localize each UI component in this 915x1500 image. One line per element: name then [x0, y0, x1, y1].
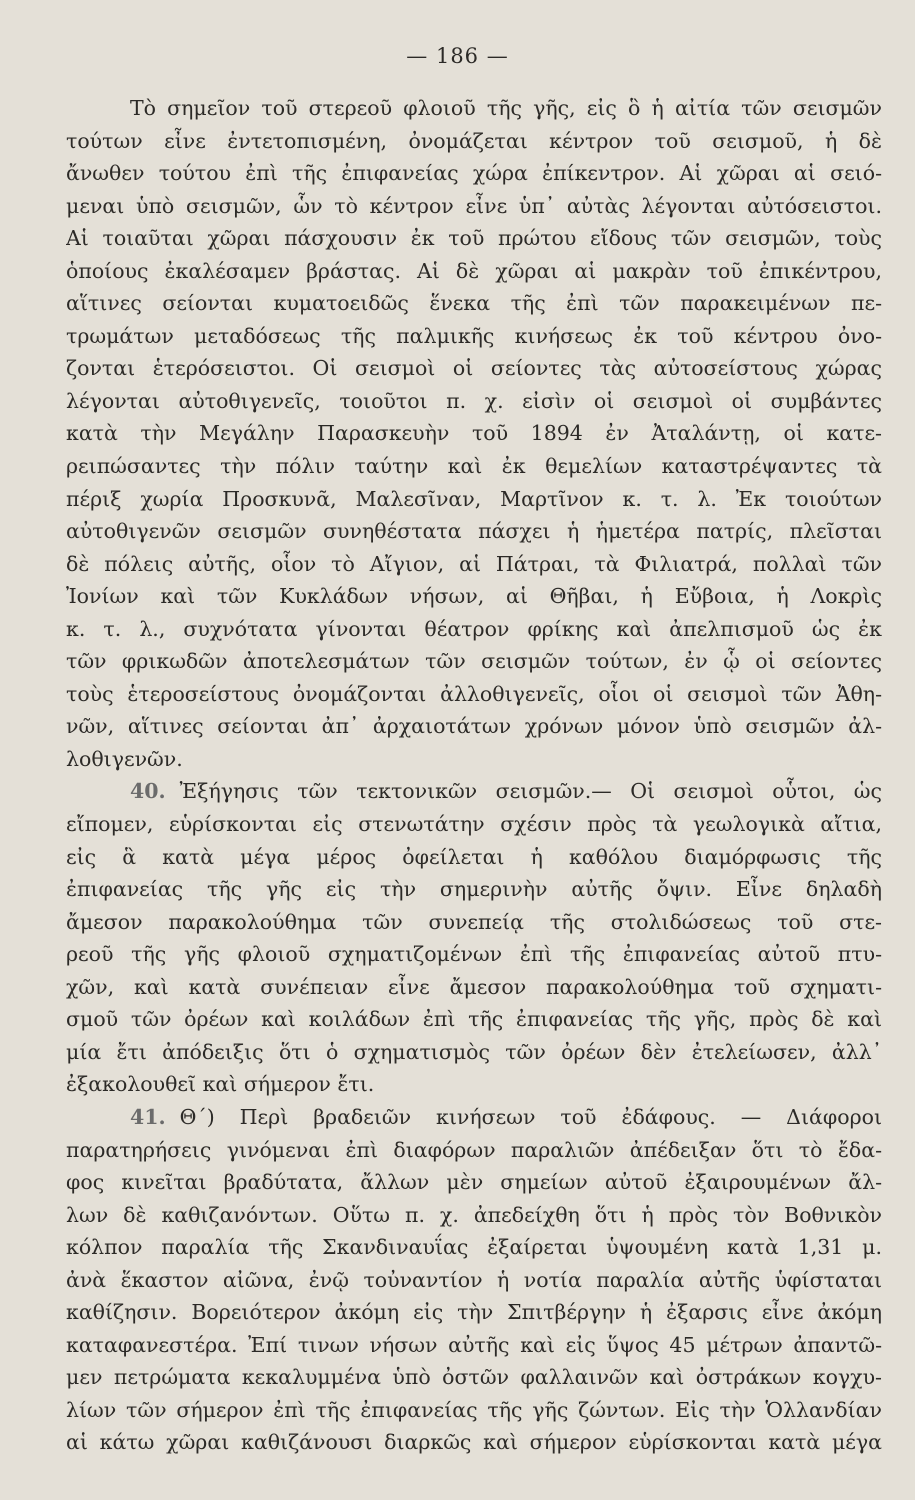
text-line: ζονται ἑτερόσειστοι. Οἱ σεισμοὶ οἱ σείοντες τὰς αὐτοσείστους χώρας	[66, 356, 882, 381]
text-line: ἄνωθεν τούτου ἐπὶ τῆς ἐπιφανείας χώρα ἐπίκεντρον. Αἱ χῶραι αἱ σειό-	[66, 161, 882, 186]
text-line: σμοῦ τῶν ὀρέων καὶ κοιλάδων ἐπὶ τῆς ἐπιφανείας τῆς γῆς, πρὸς δὲ καὶ	[66, 1007, 882, 1032]
text-line: ὁποίους ἐκαλέσαμεν βράστας. Αἱ δὲ χῶραι αἱ μακρὰν τοῦ ἐπικέντρου,	[66, 258, 882, 283]
text-line: μεν πετρώματα κεκαλυμμένα ὑπὸ ὀστῶν φαλλαινῶν καὶ ὀστράκων κογχυ-	[66, 1365, 882, 1390]
text-line: πέριξ χωρία Προσκυνᾶ, Μαλεσῖναν, Μαρτῖνον κ. τ. λ. Ἐκ τοιούτων	[66, 486, 882, 511]
text-line: τρωμάτων μεταδόσεως τῆς παλμικῆς κινήσεως ἐκ τοῦ κέντρου ὀνο-	[66, 323, 882, 348]
page-number: — 186 —	[406, 44, 509, 68]
text-line: λίων τῶν σήμερον ἐπὶ τῆς ἐπιφανείας τῆς γῆς ζώντων. Εἰς τὴν Ὁλλανδίαν	[66, 1397, 882, 1422]
text-line: λοθιγενῶν.	[66, 746, 183, 771]
text-line: Αἱ τοιαῦται χῶραι πάσχουσιν ἐκ τοῦ πρώτου εἴδους τῶν σεισμῶν, τοὺς	[66, 226, 882, 251]
text-line: ἐπιφανείας τῆς γῆς εἰς τὴν σημερινὴν αὐτῆς ὄψιν. Εἶνε δηλαδὴ	[66, 877, 882, 902]
text-line: καθίζησιν. Βορειότερον ἀκόμη εἰς τὴν Σπιτβέργην ἡ ἐξαρσις εἶνε ἀκόμη	[66, 1300, 882, 1325]
section-41-heading-line	[66, 1101, 882, 1134]
text-line: αἵτινες σείονται κυματοειδῶς ἕνεκα τῆς ἐπὶ τῶν παρακειμένων πε-	[66, 291, 882, 316]
text-line: ρεοῦ τῆς γῆς φλοιοῦ σχηματιζομένων ἐπὶ τῆς ἐπιφανείας αὐτοῦ πτυ-	[66, 942, 882, 967]
text-line: ἄμεσον παρακολούθημα τῶν συνεπείᾳ τῆς στολιδώσεως τοῦ στε-	[66, 909, 882, 934]
text-line: αἱ κάτω χῶραι καθιζάνουσι διαρκῶς καὶ σήμερον εὑρίσκονται κατὰ μέγα	[66, 1430, 882, 1455]
text-line: χῶν, καὶ κατὰ συνέπειαν εἶνε ἄμεσον παρακολούθημα τοῦ σχηματι-	[66, 974, 882, 999]
section-40-number: 40.	[130, 779, 166, 804]
section-41-text: Θ΄) Περὶ βραδειῶν κινήσεων τοῦ ἐδάφους. — Διάφοροι	[179, 1104, 882, 1129]
text-line: τούτων εἶνε ἐντετοπισμένη, ὀνομάζεται κέντρον τοῦ σεισμοῦ, ἡ δὲ	[66, 128, 882, 153]
text-line: κατὰ τὴν Μεγάλην Παρασκευὴν τοῦ 1894 ἐν Ἀταλάντῃ, οἱ κατε-	[66, 421, 882, 446]
text-line: Τὸ σημεῖον τοῦ στερεοῦ φλοιοῦ τῆς γῆς, εἰς ὃ ἡ αἰτία τῶν σεισμῶν	[130, 96, 882, 120]
text-line: δὲ πόλεις αὐτῆς, οἷον τὸ Αἴγιον, αἱ Πάτραι, τὰ Φιλιατρά, πολλαὶ τῶν	[66, 551, 882, 576]
text-line: ρειπώσαντες τὴν πόλιν ταύτην καὶ ἐκ θεμελίων καταστρέψαντες τὰ	[66, 454, 882, 479]
text-line: καταφανεστέρα. Ἐπί τινων νήσων αὐτῆς καὶ εἰς ὕψος 45 μέτρων ἀπαντῶ-	[66, 1332, 882, 1357]
text-line: Ἰονίων καὶ τῶν Κυκλάδων νήσων, αἱ Θῆβαι, ἡ Εὔβοια, ἡ Λοκρὶς	[66, 584, 882, 609]
text-line: ἀνὰ ἕκαστον αἰῶνα, ἐνῷ τοὐναντίον ἡ νοτία παραλία αὐτῆς ὑφίσταται	[66, 1267, 882, 1292]
text-line: εἰς ἃ κατὰ μέγα μέρος ὀφείλεται ἡ καθόλου διαμόρφωσις τῆς	[66, 844, 882, 869]
section-40-text: Ἐξήγησις τῶν τεκτονικῶν σεισμῶν.— Οἱ σεισμοὶ οὗτοι, ὡς	[179, 779, 882, 804]
text-line: φος κινεῖται βραδύτατα, ἄλλων μὲν σημείων αὐτοῦ ἐξαιρουμένων ἄλ-	[66, 1170, 882, 1195]
text-line: λων δὲ καθιζανόντων. Οὕτω π. χ. ἀπεδείχθη ὅτι ἡ πρὸς τὸν Βοθνικὸν	[66, 1202, 882, 1227]
text-line: τοὺς ἑτεροσείστους ὀνομάζονται ἀλλοθιγενεῖς, οἷοι οἱ σεισμοὶ τῶν Ἀθη-	[66, 681, 882, 706]
section-41-number: 41.	[130, 1104, 166, 1129]
section-40-heading-line	[66, 775, 882, 808]
text-line: ἐξακολουθεῖ καὶ σήμερον ἔτι.	[66, 1072, 375, 1097]
text-line: κ. τ. λ., συχνότατα γίνονται θέατρον φρίκης καὶ ἀπελπισμοῦ ὡς ἐκ	[66, 616, 882, 641]
text-line: λέγονται αὐτοθιγενεῖς, τοιοῦτοι π. χ. εἰσὶν οἱ σεισμοὶ οἱ συμβάντες	[66, 388, 882, 413]
text-line: κόλπον παραλία τῆς Σκανδιναυΐας ἐξαίρεται ὑψουμένη κατὰ 1,31 μ.	[66, 1235, 882, 1260]
text-line: μεναι ὑπὸ σεισμῶν, ὧν τὸ κέντρον εἶνε ὑπ᾽ αὐτὰς λέγονται αὐτόσειστοι.	[66, 193, 882, 218]
text-line: παρατηρήσεις γινόμεναι ἐπὶ διαφόρων παραλιῶν ἀπέδειξαν ὅτι τὸ ἔδα-	[66, 1137, 882, 1162]
text-line: αὐτοθιγενῶν σεισμῶν συνηθέστατα πάσχει ἡ ἡμετέρα πατρίς, πλεῖσται	[66, 519, 882, 544]
body-text	[66, 92, 882, 1459]
text-line: εἴπομεν, εὑρίσκονται εἰς στενωτάτην σχέσιν πρὸς τὰ γεωλογικὰ αἴτια,	[66, 812, 882, 837]
text-line: μία ἔτι ἀπόδειξις ὅτι ὁ σχηματισμὸς τῶν ὀρέων δὲν ἐτελείωσεν, ἀλλ᾽	[66, 1039, 882, 1064]
text-line: νῶν, αἵτινες σείονται ἀπ᾽ ἀρχαιοτάτων χρόνων μόνον ὑπὸ σεισμῶν ἀλ-	[66, 714, 882, 739]
text-line: τῶν φρικωδῶν ἀποτελεσμάτων τῶν σεισμῶν τούτων, ἐν ᾧ οἱ σείοντες	[66, 649, 882, 674]
